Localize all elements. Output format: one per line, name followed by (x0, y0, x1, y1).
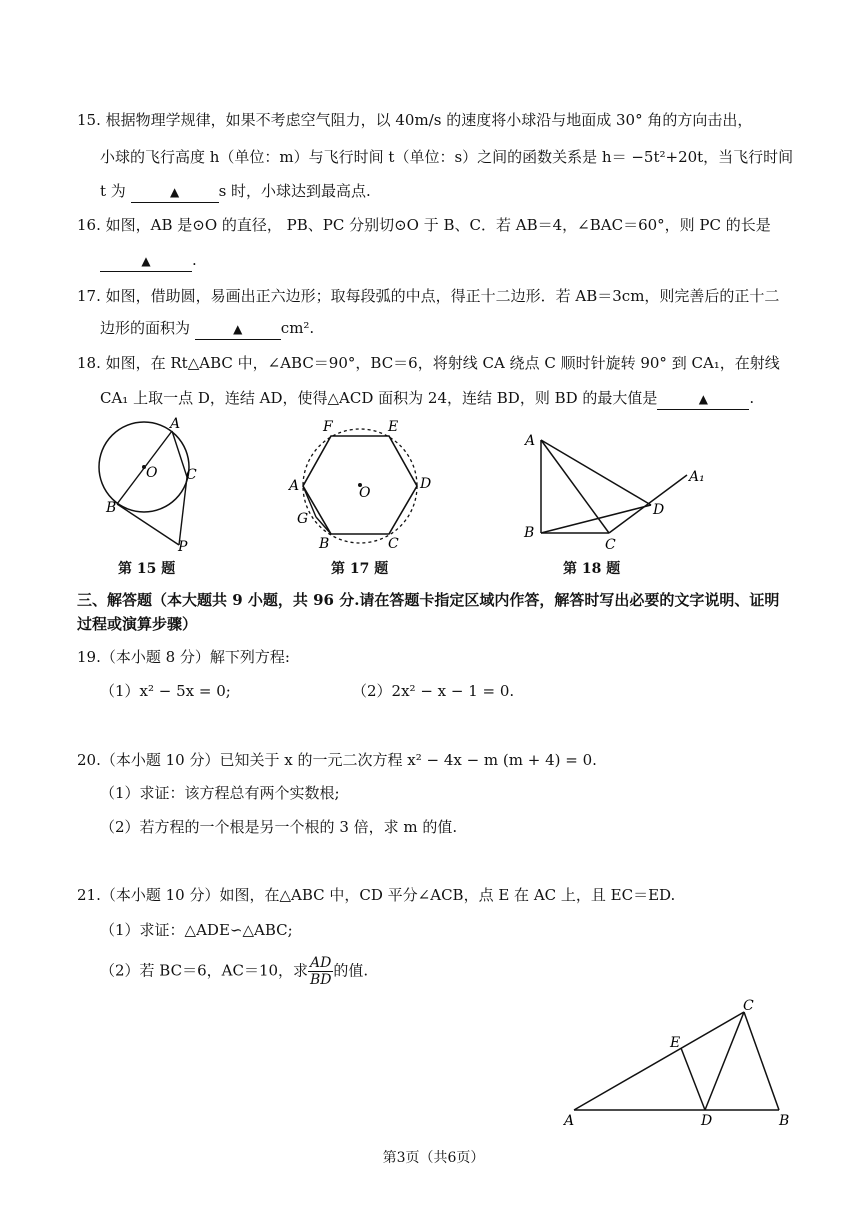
label-c: C (186, 467, 197, 483)
triangle-icon: ▲ (169, 185, 180, 199)
q17-answer-blank (195, 318, 281, 340)
label-d: D (653, 502, 665, 518)
figure-17 (282, 412, 437, 554)
q19-part1: （1）x² − 5x = 0; (100, 682, 231, 700)
label-g: G (297, 511, 309, 527)
q15-line1: 15. 根据物理学规律，如果不考虑空气阻力，以 40m/s 的速度将小球沿与地面成 30° 角的方向击出， (77, 111, 753, 129)
q16-line1: 16. 如图，AB 是⊙O 的直径， PB、PC 分别切⊙O 于 B、C．若 AB＝4，∠BAC＝60°，则 PC 的长是 (77, 216, 771, 234)
side-ac (574, 1012, 744, 1110)
label-d: D (701, 1113, 713, 1129)
label-b: B (779, 1113, 790, 1129)
q18-answer-blank (657, 388, 749, 410)
figure-18 (515, 425, 715, 557)
caption-fig17: 第 17 题 (331, 561, 389, 577)
label-e: E (388, 419, 399, 435)
q15-line3-pre: t 为 (100, 182, 126, 200)
segment-gb (316, 517, 331, 534)
triangle-icon: ▲ (233, 322, 243, 336)
q19-part2: （2）2x² − x − 1 = 0. (352, 682, 515, 700)
q18-line2-pre: CA₁ 上取一点 D，连结 AD，使得△ACD 面积为 24，连结 BD，则 BD 的最大值是 (100, 389, 658, 407)
fraction-ad-bd (308, 955, 333, 988)
fraction-denominator: BD (309, 972, 332, 988)
segment-ad (541, 440, 651, 505)
q16-line2-post: . (192, 251, 197, 269)
q20-part2: （2）若方程的一个根是另一个根的 3 倍，求 m 的值. (100, 818, 458, 836)
q21-part2-post: 的值. (333, 961, 369, 980)
label-f: F (323, 419, 333, 435)
label-a1: A₁ (689, 469, 705, 485)
triangle-icon: ▲ (698, 392, 709, 406)
q21-part2-pre: （2）若 BC＝6，AC＝10，求 (100, 961, 309, 980)
caption-fig15: 第 15 题 (118, 561, 176, 577)
label-c: C (743, 998, 754, 1014)
q16-answer-blank (100, 250, 192, 272)
section3-heading-cont: 过程或演算步骤） (77, 615, 198, 633)
chord-ac (172, 431, 187, 477)
q17-line2-pre: 边形的面积为 (100, 319, 191, 337)
figure-21 (560, 998, 800, 1133)
q19-title: 19.（本小题 8 分）解下列方程: (77, 648, 290, 666)
label-c: C (605, 537, 616, 553)
q18-line2 (100, 388, 754, 410)
label-o: O (146, 465, 158, 481)
q15-answer-blank (131, 181, 219, 203)
q17-line2-post: cm². (280, 319, 315, 337)
triangle-icon: ▲ (141, 254, 151, 268)
q15-line3 (100, 181, 371, 203)
figure-15 (90, 412, 210, 552)
q20-title: 20.（本小题 10 分）已知关于 x 的一元二次方程 x² − 4x − m (m + 4) = 0. (77, 751, 597, 769)
ray-ca1 (609, 475, 687, 533)
bisector-cd (705, 1012, 744, 1110)
q21-title: 21.（本小题 10 分）如图，在△ABC 中，CD 平分∠ACB，点 E 在 AC 上，且 EC＝ED. (77, 886, 676, 904)
label-o: O (359, 485, 371, 501)
page-number: 第3页（共6页） (382, 1150, 485, 1166)
caption-fig18: 第 18 题 (563, 561, 621, 577)
q15-line2: 小球的飞行高度 h（单位：m）与飞行时间 t（单位：s）之间的函数关系是 h＝ −5t²+20t，当飞行时间 (100, 148, 794, 166)
q17-line2 (100, 318, 314, 340)
label-a: A (289, 478, 300, 494)
label-b: B (524, 525, 535, 541)
label-a: A (564, 1113, 575, 1129)
q15-line3-post: s 时，小球达到最高点. (218, 182, 371, 200)
label-b: B (106, 500, 117, 516)
label-a: A (525, 433, 536, 449)
section3-heading: 三、解答题（本大题共 9 小题，共 96 分.请在答题卡指定区域内作答，解答时写出必要的文字说明、证明 (77, 591, 780, 609)
fraction-numerator: AD (310, 955, 332, 971)
segment-ed (681, 1048, 705, 1110)
label-e: E (670, 1035, 681, 1051)
label-d: D (420, 476, 432, 492)
q20-part1: （1）求证：该方程总有两个实数根; (100, 784, 340, 802)
q21-part2 (100, 955, 368, 988)
label-a: A (170, 416, 181, 432)
tangent-pc (179, 477, 187, 545)
q18-line2-post: . (749, 389, 755, 407)
q17-line1: 17. 如图，借助圆，易画出正六边形；取每段弧的中点，得正十二边形．若 AB＝3cm，则完善后的正十二 (77, 287, 780, 305)
label-c: C (388, 536, 399, 552)
q21-part1: （1）求证：△ADE∽△ABC; (100, 921, 293, 939)
side-bc (744, 1012, 779, 1110)
q16-line2 (100, 250, 197, 272)
label-p: P (178, 539, 188, 552)
tangent-pb (117, 504, 179, 545)
segment-bd (541, 505, 651, 533)
label-b: B (319, 536, 330, 552)
q18-line1: 18. 如图，在 Rt△ABC 中，∠ABC＝90°，BC＝6，将射线 CA 绕点 C 顺时针旋转 90° 到 CA₁，在射线 (77, 354, 780, 372)
